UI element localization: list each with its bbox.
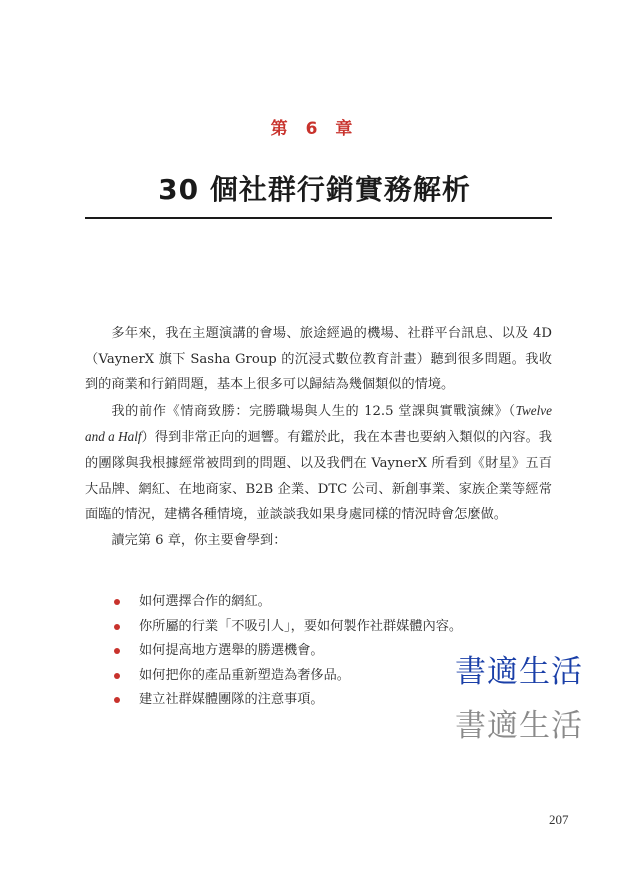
bullet-dot-icon (114, 697, 120, 703)
page-number: 207 (549, 812, 569, 827)
list-item-text: 建立社群媒體團隊的注意事項。 (139, 692, 324, 707)
paragraph-previous-book (85, 398, 552, 528)
chapter-label: 第 6 章 (270, 119, 359, 139)
paragraph-learning-intro-text: 讀完第 6 章，你主要會學到： (111, 532, 287, 548)
bullet-dot-icon (114, 673, 120, 679)
chapter-title: 30 個社群行銷實務解析 (158, 173, 471, 206)
title-divider (85, 217, 552, 219)
paragraph-previous-book-text-2: ）得到非常正向的迴響。有鑑於此，我在本書也要納入類似的內容。我的團隊與我根據經常被問到的問題、以及我們在 VaynerX 所看到《財星》五百大品牌、網紅、在地商家、B2B 企業、DTC 公司、新創事業、家族企業等經常面臨的情況，建構各種情境，並談談我如果身處同樣的情況時會怎麼做。 (85, 430, 552, 523)
paragraph-learning-intro (85, 528, 552, 554)
list-item-text: 如何提高地方選舉的勝選機會。 (139, 643, 324, 658)
watermark-blue: 書適生活 (455, 654, 583, 690)
bullet-dot-icon (114, 624, 120, 630)
book-title-english: Twelve and a Half (85, 402, 552, 445)
bullet-dot-icon (114, 648, 120, 654)
list-item-text: 你所屬的行業「不吸引人」，要如何製作社群媒體內容。 (139, 618, 463, 634)
watermark-gray: 書適生活 (455, 708, 583, 744)
body-text (85, 321, 552, 553)
list-item (108, 590, 528, 615)
list-item-text: 如何把你的產品重新塑造為奢侈品。 (139, 667, 350, 683)
paragraph-intro (85, 321, 552, 398)
paragraph-previous-book-text-1: 我的前作《情商致勝：完勝職場與人生的 12.5 堂課與實戰演練》（ (111, 403, 516, 419)
paragraph-intro-text: 多年來，我在主題演講的會場、旅途經過的機場、社群平台訊息、以及 4D（VaynerX 旗下 Sasha Group 的沉浸式數位教育計畫）聽到很多問題。我收到的商業和行銷問題，基本上很多可以歸結為幾個類似的情境。 (85, 326, 552, 393)
list-item (108, 615, 528, 640)
bullet-dot-icon (114, 599, 120, 605)
list-item-text: 如何選擇合作的網紅。 (139, 594, 271, 609)
